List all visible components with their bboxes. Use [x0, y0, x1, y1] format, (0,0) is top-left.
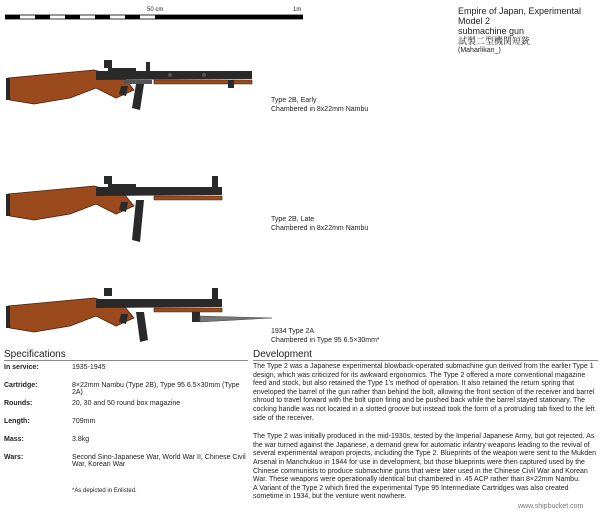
gun-name: Type 2B, Late: [271, 216, 315, 223]
gun-drawing-type2b-early: [4, 54, 266, 124]
spec-row-wars: [4, 454, 250, 468]
gun-chamber: Chambered in 8x22mm Nambu: [271, 106, 369, 113]
spec-label: In service:: [4, 364, 39, 371]
development-paragraph-3: A Variant of the Type 2 which fired the experimental Type 95 Intermediate Cartridges was also created sometime in 1934, but the venture went nowhere.: [253, 484, 569, 501]
spec-row-length: [4, 418, 250, 436]
spec-row-in-service: [4, 364, 250, 382]
development-paragraph-1: The Type 2 was a Japanese experimental blowback-operated submachine gun derived from the earlier Type 1 design, which was criticized for its awkward ergonomics. The Type 2 offered a more conventional magazine feed and stock, but also retained the Type 1's method of operation. It also retained the return spring that enveloped the barrel of the gun rather than behind the bolt, allowing the front section of the receiver and barrel shroud to travel forward with the bolt upon firing and be pushed back while the barrel stayed stationary. The cocking handle was not located in a slotted groove but instead took the form of a protruding tab fixed to the left side of the receiver.: [253, 363, 595, 422]
spec-label: Cartridge:: [4, 382, 38, 389]
gun-chamber: Chambered in Type 95 6.5×30mm*: [271, 337, 380, 344]
spec-value: 709mm: [72, 418, 96, 425]
spec-value: 20, 30 and 50 round box magazine: [72, 400, 181, 407]
gun-chamber: Chambered in 8x22mm Nambu: [271, 225, 369, 232]
gun-name: 1934 Type 2A: [271, 328, 315, 335]
spec-label: Mass:: [4, 436, 24, 443]
gun-drawing-type2a: [4, 282, 276, 344]
development-paragraph-2: The Type 2 was initially produced in the mid-1930s, tested by the Imperial Japanese Army, but got rejected. As the war turned against the Japanese, a demand grew for automatic infantry weapons leading to the revival of several experimental weapon projects, including the Type 2. Blueprints of the weapon were sent to the Mukden Arsenal in Manchukuo in 1944 for use in development, but those blueprints were then captured used by the Chinese communists to produce submachine guns that were later used in the Chinese Civil War and Korean War. These weapons were operationally identical but chambered in .45 ACP rather than 8×22mm Nambu.: [253, 433, 597, 484]
spec-value: 8×22mm Nambu (Type 2B), Type 95 6.5×30mm (Type 2A): [72, 382, 240, 396]
scale-label-50cm: 50 cm: [147, 7, 164, 13]
gun-caption-type2b-early: [271, 96, 368, 114]
gun-caption-type2b-late: [271, 215, 368, 233]
development-heading: Development: [253, 349, 598, 361]
title-line2: submachine gun: [458, 26, 525, 36]
spec-value: Second Sino-Japanese War, World War II, Chinese Civil War, Korean War: [72, 454, 246, 468]
spec-label: Rounds:: [4, 400, 33, 407]
site-watermark: www.shipbucket.com: [518, 503, 584, 510]
spec-value: 3.8kg: [72, 436, 90, 443]
title-line1: Empire of Japan, Experimental Model 2: [458, 6, 582, 26]
spec-value: 1935-1945: [72, 364, 106, 371]
footnote: *As depicted in Enlisted.: [72, 488, 137, 494]
scale-label-1m: 1m: [293, 7, 302, 13]
spec-label: Length:: [4, 418, 30, 425]
spec-row-cartridge: [4, 382, 250, 400]
scale-ruler: [5, 7, 303, 17]
specifications-heading: Specifications: [4, 349, 248, 361]
author-credit: (Maharlikan_): [458, 47, 501, 54]
gun-drawing-type2b-late: [4, 170, 266, 250]
spec-row-rounds: [4, 400, 250, 418]
header: [458, 6, 598, 56]
spec-label: Wars:: [4, 454, 24, 461]
gun-caption-type2a: [271, 327, 380, 345]
gun-name: Type 2B, Early: [271, 97, 317, 104]
specifications-table: [4, 364, 250, 468]
title-japanese: 試製二型機関短銃: [458, 36, 531, 46]
spec-row-mass: [4, 436, 250, 454]
development-text: [253, 363, 598, 512]
